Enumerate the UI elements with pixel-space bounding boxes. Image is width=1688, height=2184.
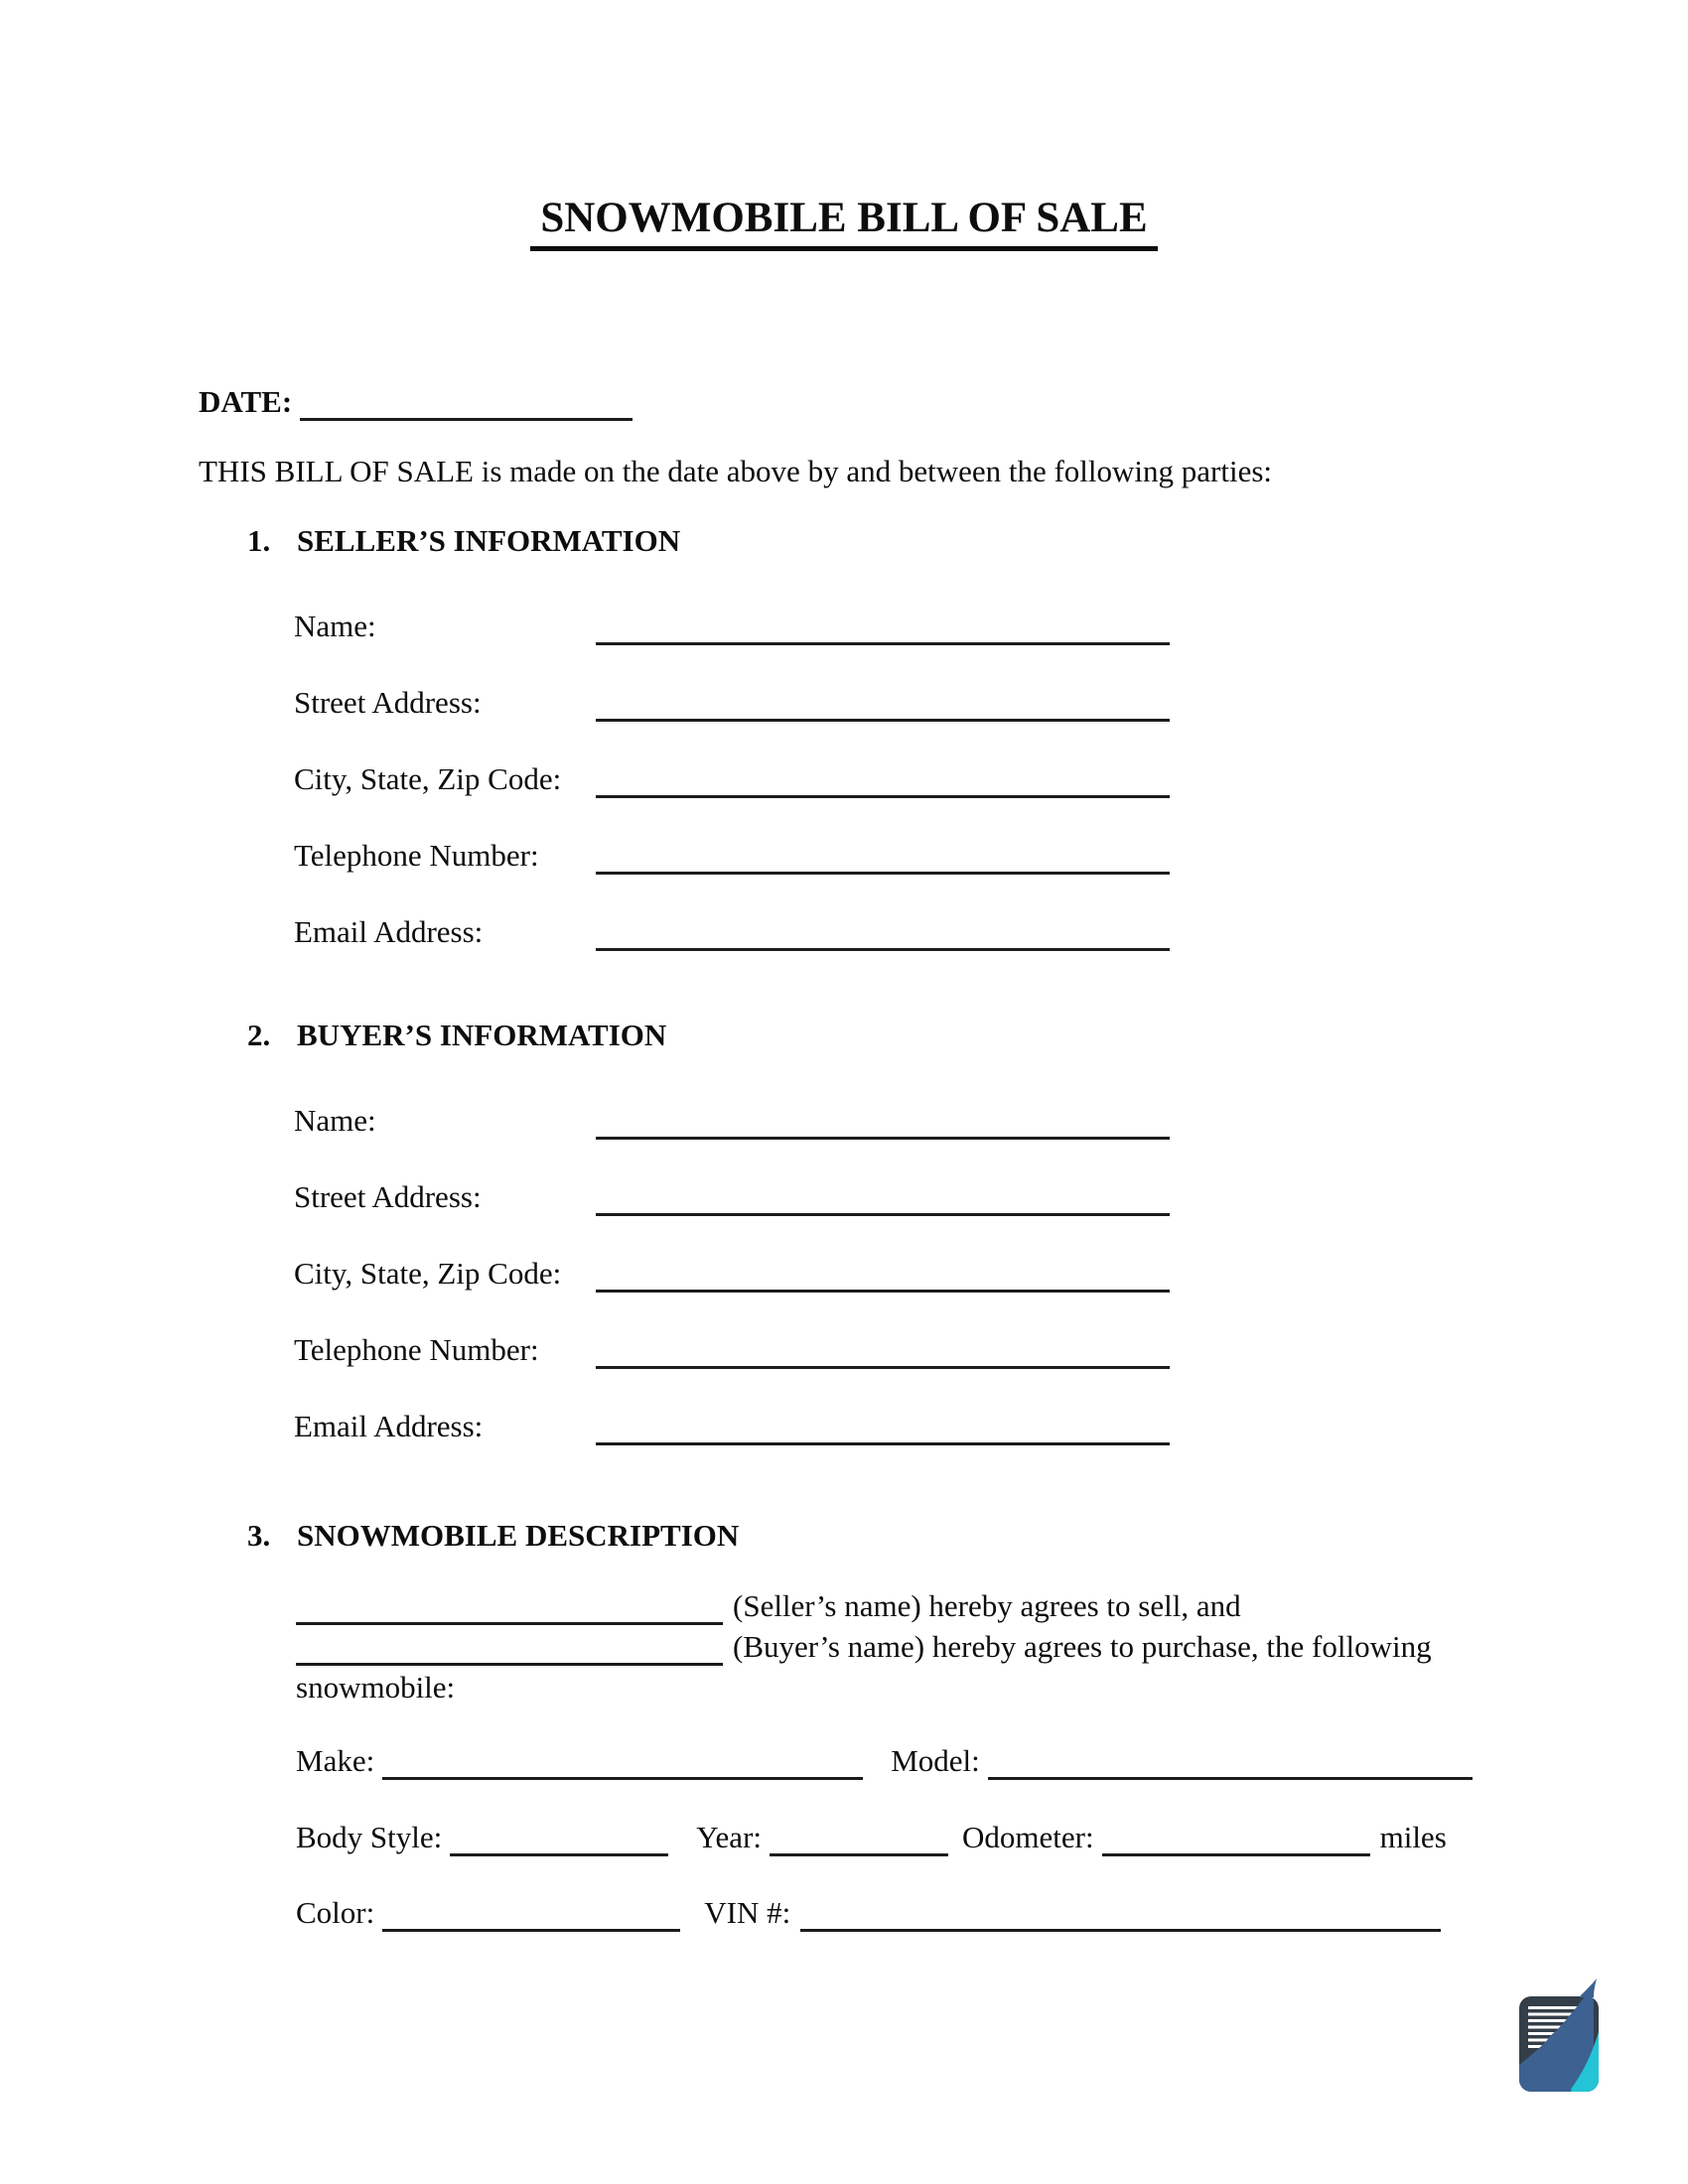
page-title-text: SNOWMOBILE BILL OF SALE (530, 195, 1157, 251)
description-paragraph (296, 1585, 1517, 1707)
buyer-name-line[interactable] (596, 1137, 1170, 1140)
model-label: Model: (891, 1743, 980, 1779)
body-year-odometer-row (296, 1818, 1688, 1857)
miles-suffix: miles (1379, 1820, 1447, 1855)
model-line[interactable] (988, 1777, 1473, 1780)
section-number: 3. (247, 1518, 271, 1554)
seller-name-line[interactable] (596, 642, 1170, 645)
buyer-email-row (294, 1407, 1688, 1446)
body-style-label: Body Style: (296, 1820, 443, 1855)
seller-email-row (294, 912, 1688, 952)
seller-street-address-row (294, 683, 1688, 723)
make-model-row (296, 1741, 1688, 1781)
buyer-street-address-label: Street Address: (294, 1179, 482, 1215)
description-buyer-name-line[interactable] (296, 1663, 723, 1666)
page-title (0, 195, 1688, 251)
section-header-sellers-information (247, 521, 1688, 561)
section-number: 1. (247, 523, 271, 559)
document-page-curl-logo (1519, 1978, 1605, 2093)
make-label: Make: (296, 1743, 375, 1779)
date-row (199, 382, 1688, 422)
intro-statement: THIS BILL OF SALE is made on the date above by and between the following parties: (199, 454, 1273, 489)
buyer-telephone-row (294, 1330, 1688, 1370)
color-line[interactable] (382, 1929, 680, 1932)
buyer-telephone-line[interactable] (596, 1366, 1170, 1369)
color-label: Color: (296, 1895, 375, 1931)
year-line[interactable] (770, 1853, 948, 1856)
buyer-name-label: Name: (294, 1103, 376, 1139)
seller-street-address-label: Street Address: (294, 685, 482, 721)
buyer-clause-text: (Buyer’s name) hereby agrees to purchase, the following (733, 1629, 1432, 1665)
seller-telephone-row (294, 836, 1688, 876)
make-line[interactable] (382, 1777, 863, 1780)
body-style-line[interactable] (450, 1853, 668, 1856)
year-label: Year: (696, 1820, 763, 1855)
seller-telephone-line[interactable] (596, 872, 1170, 875)
buyer-email-line[interactable] (596, 1442, 1170, 1445)
vin-label: VIN #: (704, 1895, 791, 1931)
buyer-email-label: Email Address: (294, 1409, 484, 1444)
section-header-buyers-information (247, 1016, 1688, 1055)
description-seller-name-line[interactable] (296, 1622, 723, 1625)
odometer-label: Odometer: (962, 1820, 1094, 1855)
section-title: BUYER’S INFORMATION (297, 1018, 667, 1053)
seller-clause-text: (Seller’s name) hereby agrees to sell, and (733, 1588, 1241, 1624)
seller-name-row (294, 607, 1688, 646)
section-header-snowmobile-description (247, 1516, 1688, 1556)
section-number: 2. (247, 1018, 271, 1053)
seller-name-label: Name: (294, 609, 376, 644)
date-label: DATE: (199, 384, 293, 420)
seller-street-address-line[interactable] (596, 719, 1170, 722)
buyer-city-state-zip-label: City, State, Zip Code: (294, 1256, 562, 1292)
buyer-name-row (294, 1101, 1688, 1141)
color-vin-row (296, 1893, 1688, 1933)
buyer-street-address-line[interactable] (596, 1213, 1170, 1216)
section-title: SNOWMOBILE DESCRIPTION (297, 1518, 740, 1554)
section-title: SELLER’S INFORMATION (297, 523, 681, 559)
seller-city-state-zip-line[interactable] (596, 795, 1170, 798)
odometer-line[interactable] (1102, 1853, 1370, 1856)
buyer-city-state-zip-line[interactable] (596, 1290, 1170, 1293)
buyer-street-address-row (294, 1177, 1688, 1217)
seller-telephone-label: Telephone Number: (294, 838, 539, 874)
seller-city-state-zip-row (294, 759, 1688, 799)
vin-line[interactable] (800, 1929, 1441, 1932)
buyer-telephone-label: Telephone Number: (294, 1332, 539, 1368)
date-input-line[interactable] (300, 418, 633, 421)
seller-email-label: Email Address: (294, 914, 484, 950)
seller-email-line[interactable] (596, 948, 1170, 951)
buyer-city-state-zip-row (294, 1254, 1688, 1294)
description-continuation-text: snowmobile: (296, 1670, 456, 1706)
seller-city-state-zip-label: City, State, Zip Code: (294, 761, 562, 797)
